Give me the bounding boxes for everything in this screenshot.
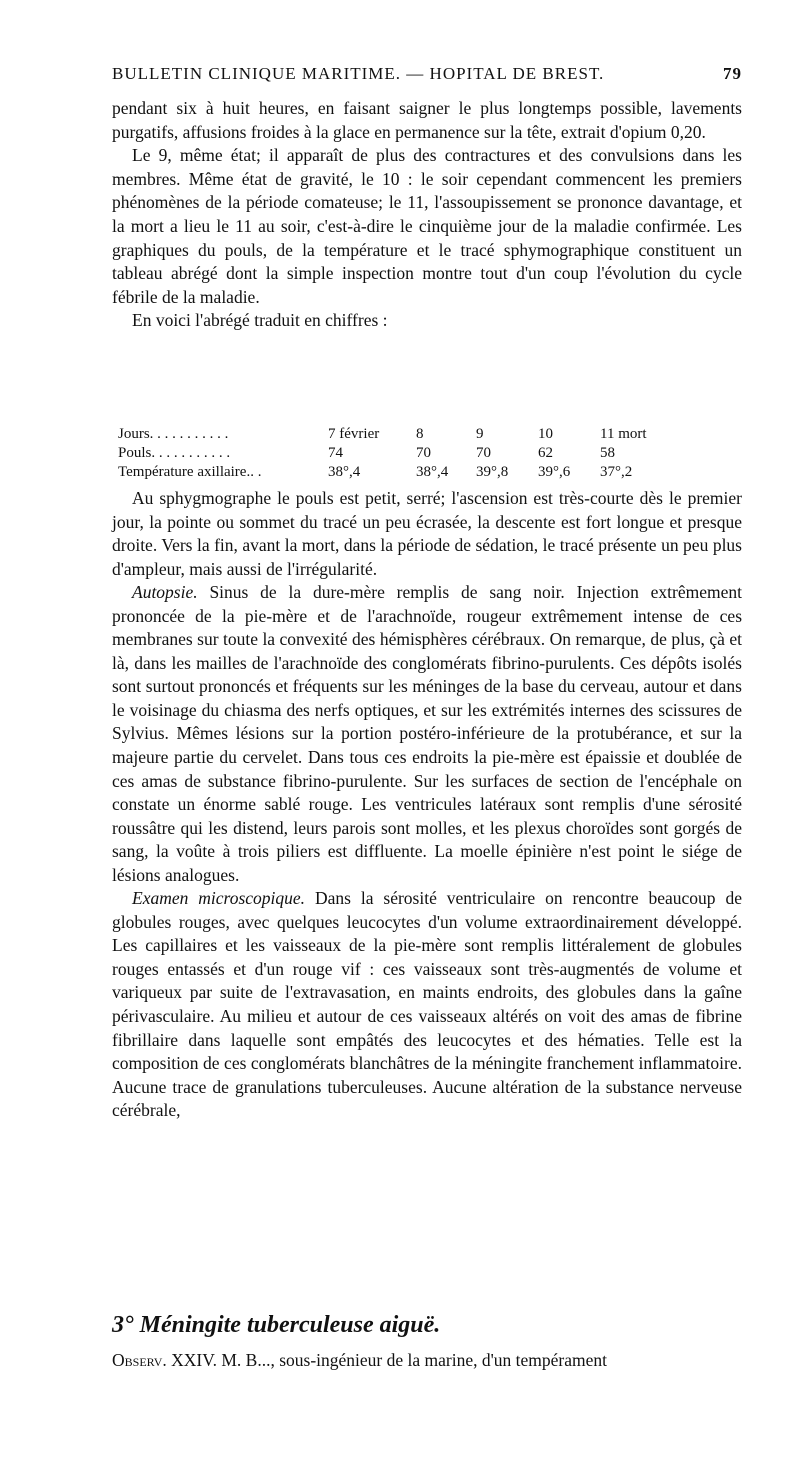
row-label: Pouls. . . . . . . . . . . — [118, 445, 231, 461]
table-cell: 70 — [416, 445, 431, 461]
row-label: Température axillaire.. . — [118, 464, 262, 480]
page-header — [112, 64, 742, 94]
table-cell: 7 février — [328, 426, 380, 442]
observation-label: Observ. — [112, 1350, 167, 1370]
table-row-temperature — [112, 463, 742, 482]
autopsy-text: Sinus de la dure-mère remplis de sang noir. Injection extrêmement prononcée de la pie-mère et de l'arachnoïde, rougeur extrêmement intense de ces membranes sur toute la convexité des hémisphères cérébraux. On remarque, de plus, çà et là, dans les mailles de l'arachnoïde des conglomérats fibrino-purulents. Ces dépôts isolés sont surtout prononcés et fréquents sur les méninges de la base du cerveau, autour et dans le voisinage du chiasma des nerfs optiques, et sur les extrémités internes des scissures de Sylvius. Mêmes lésions sur la portion postéro-inférieure de la protubérance, et sur la majeure partie du cervelet. Dans tous ces endroits la pie-mère est épaissie et doublée de ces amas de substance fibrino-purulente. Sur les surfaces de section de l'encéphale on constate un énorme sablé rouge. Les ventricules latéraux sont remplis d'une sérosité roussâtre qui les distend, leurs parois sont molles, et les plexus choroïdes sont gorgés de sang, la voûte à trois piliers est diffluente. La moelle épinière n'est point le siége de lésions analogues. — [112, 582, 742, 885]
paragraph-sphygmograph: Au sphygmographe le pouls est petit, serré; l'ascension est très-courte dès le premier jour, la pointe ou sommet du tracé un peu écrasée, la descente est fort longue et presque droite. Vers la fin, avant la mort, dans la période de sédation, le tracé présente un peu plus d'ampleur, mais aussi de l'irrégularité. — [112, 488, 742, 579]
table-cell: 74 — [328, 445, 343, 461]
table-cell: 38°,4 — [328, 464, 361, 480]
table-cell: 62 — [538, 445, 553, 461]
row-label: Jours. . . . . . . . . . . — [118, 426, 229, 442]
paragraph-summary-intro: En voici l'abrégé traduit en chiffres : — [132, 310, 388, 331]
clinical-data-table — [112, 425, 742, 482]
table-row-days — [112, 425, 742, 444]
page-number: 79 — [723, 64, 742, 83]
table-cell: 58 — [600, 445, 615, 461]
table-cell: 37°,2 — [600, 464, 633, 480]
table-cell: 9 — [476, 426, 484, 442]
running-head: BULLETIN CLINIQUE MARITIME. — HOPITAL DE BREST. — [112, 64, 605, 83]
autopsy-heading: Autopsie. — [132, 582, 198, 603]
paragraph-autopsy — [112, 581, 742, 887]
table-cell: 70 — [476, 445, 491, 461]
microscopy-heading: Examen microscopique. — [132, 888, 306, 909]
table-row-pulse — [112, 444, 742, 463]
observation-text: XXIV. M. B..., sous-ingénieur de la marine, d'un tempérament — [166, 1350, 607, 1370]
section-heading: 3° Méningite tuberculeuse aiguë. — [112, 1312, 441, 1338]
table-cell: 38°,4 — [416, 464, 449, 480]
paragraph-microscopy — [112, 887, 742, 1122]
table-cell: 11 mort — [600, 426, 647, 442]
paragraph-day-9: Le 9, même état; il apparaît de plus des contractures et des convulsions dans les membres. Même état de gravité, le 10 : le soir cependant commencent les premiers phénomènes de la période comateuse; le 11, l'assoupissement se prononce davantage, et la mort a lieu le 11 au soir, c'est-à-dire le cinquième jour de la maladie confirmée. Les graphiques du pouls, de la température et le tracé sphymographique constituent un tableau abrégé dont la simple inspection montre tout d'un coup l'évolution du cycle fébrile de la maladie. — [112, 145, 742, 307]
table-cell: 39°,8 — [476, 464, 509, 480]
table-cell: 10 — [538, 426, 553, 442]
table-cell: 8 — [416, 426, 424, 442]
microscopy-text: Dans la sérosité ventriculaire on rencontre beaucoup de globules rouges, avec quelques leucocytes d'un volume extraordinairement développé. Les capillaires et les vaisseaux de la pie-mère sont remplis littéralement de globules rouges entassés et d'un rouge vif : ces vaisseaux sont très-augmentés de volume et variqueux par suite de l'extravasation, en maints endroits, des globules dans la gaîne périvasculaire. Au milieu et autour de ces vaisseaux altérés on voit des amas de fibrine fibrillaire dans laquelle sont empâtés des leucocytes et des hématies. Telle est la composition de ces conglomérats blanchâtres de la méningite franchement inflammatoire. Aucune trace de granulations tuberculeuses. Aucune altération de la substance nerveuse cérébrale, — [112, 888, 742, 1121]
text-block-main — [112, 487, 742, 1123]
paragraph-treatment: pendant six à huit heures, en faisant saigner le plus longtemps possible, lavements purgatifs, affusions froides à la glace en permanence sur la tête, extrait d'opium 0,20. — [112, 98, 742, 142]
table-cell: 39°,6 — [538, 464, 571, 480]
observation-line — [112, 1350, 742, 1371]
text-block-top — [112, 97, 742, 333]
